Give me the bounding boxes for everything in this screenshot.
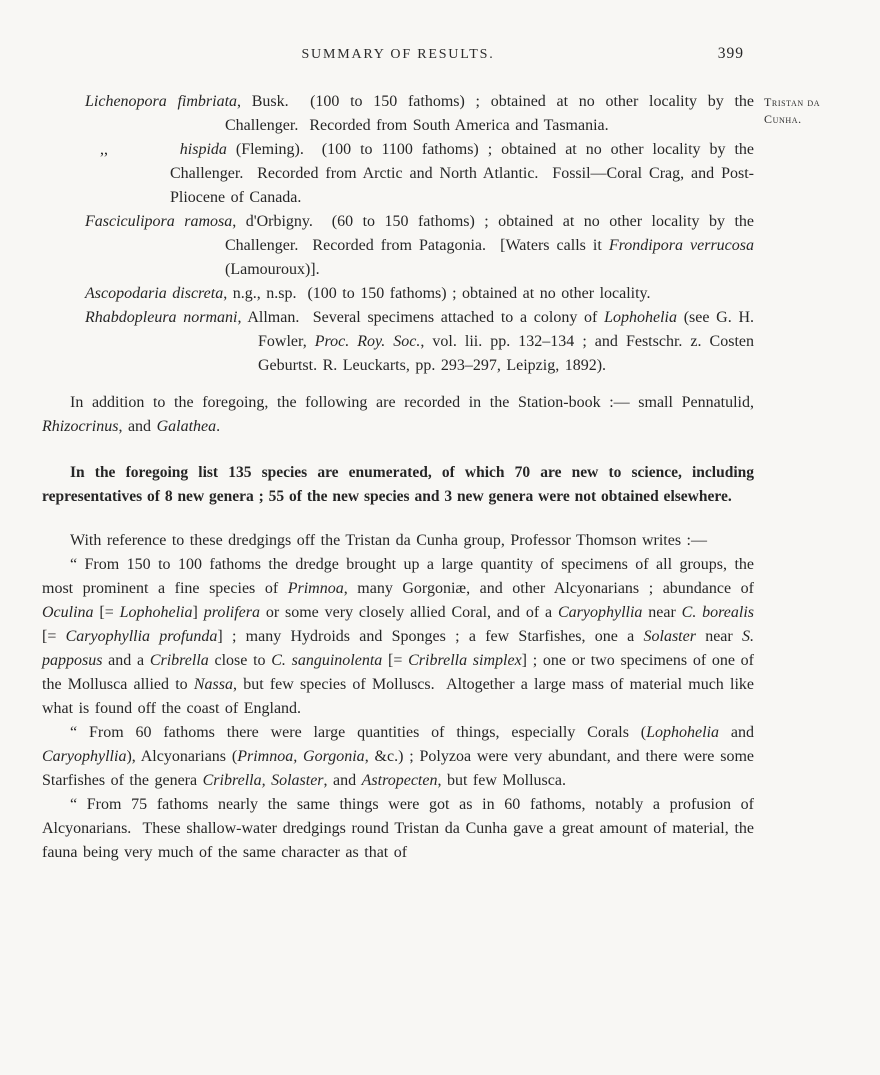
italic-text-segment: Lophohelia (646, 724, 720, 741)
text-segment: and a (102, 652, 150, 669)
text-segment: , Allman. Several specimens attached to a colony of (237, 309, 605, 326)
italic-text-segment: Caryophyllia profunda (65, 628, 218, 645)
species-entry-rhabdopleura-normani (85, 306, 754, 378)
running-title: SUMMARY OF RESULTS. (301, 47, 495, 62)
text-segment: With reference to these dredgings off the Tristan da Cunha group, Professor Thomson writes :— (70, 532, 707, 549)
text-segment: ] ; many Hydroids and Sponges ; a few Starfishes, one a (217, 628, 644, 645)
italic-text-segment: Fasciculipora ramosa (85, 213, 233, 230)
text-segment: , many Gorgoniæ, and other Alcyonarians ; abundance of (343, 580, 754, 597)
italic-text-segment: Primnoa (287, 580, 344, 597)
text-segment: near (695, 628, 742, 645)
italic-text-segment: Cribrella (149, 652, 209, 669)
species-entry-ascopodaria-discreta (85, 282, 754, 306)
species-list (85, 90, 754, 378)
margin-note-tristan-da-cunha (764, 94, 872, 128)
text-segment: In addition to the foregoing, the following are recorded in the Station-book :— small Pennatulid, (70, 394, 754, 411)
text-segment: “ From 150 to 100 fathoms the dredge brought up a large quantity of specimens of all groups, the most prominent a fine species of (42, 556, 754, 597)
page-header (42, 42, 754, 64)
italic-text-segment: Solaster (643, 628, 696, 645)
quote-paragraph-75-fathoms (42, 793, 754, 865)
text-segment: ] ; one or two specimens of one of the Mollusca allied to (42, 652, 755, 693)
text-segment: (see G. H. Fowler, (258, 309, 755, 350)
species-entry-lichenopora-fimbriata (85, 90, 754, 138)
text-segment: close to (208, 652, 272, 669)
italic-text-segment: Nassa (193, 676, 233, 693)
text-segment: or some very closely allied Coral, and of a (259, 604, 558, 621)
italic-text-segment: Lophohelia (604, 309, 677, 326)
text-segment: [= (93, 604, 120, 621)
species-entry-lichenopora-hispida (85, 138, 754, 210)
text-segment: (Lamouroux)]. (225, 261, 320, 278)
species-entry-fasciculipora-ramosa (85, 210, 754, 282)
italic-text-segment: Oculina (42, 604, 94, 621)
italic-text-segment: Cribrella, Solaster (202, 772, 324, 789)
text-segment: and (719, 724, 754, 741)
text-segment: , and (323, 772, 362, 789)
italic-text-segment: Frondipora verrucosa (608, 237, 755, 254)
italic-text-segment: Caryophyllia (557, 604, 643, 621)
italic-text-segment: Lophohelia (119, 604, 193, 621)
text-segment: In the foregoing list 135 species are enumerated, of which 70 are new to science, including representatives of 8 new genera ; 55 of the new species and 3 new genera were not obtained elsewhere. (42, 464, 754, 505)
italic-text-segment: Astropecten (361, 772, 438, 789)
paragraph-thomson-intro (42, 529, 754, 553)
page-content (42, 42, 754, 865)
text-segment: , and (118, 418, 157, 435)
quote-paragraph-60-fathoms (42, 721, 754, 793)
italic-text-segment: Galathea (156, 418, 217, 435)
italic-text-segment: C. sanguinolenta (271, 652, 383, 669)
italic-text-segment: S. papposus (42, 628, 754, 669)
text-segment: [= (42, 628, 66, 645)
text-segment: , &c.) ; Polyzoa were very abundant, and there were some Starfishes of the genera (42, 748, 755, 789)
italic-text-segment: Cribrella simplex (408, 652, 522, 669)
margin-note-line: Cunha. (764, 112, 802, 126)
italic-text-segment: prolifera (203, 604, 260, 621)
italic-text-segment: Lichenopora fimbriata (85, 93, 238, 110)
italic-text-segment: Proc. Roy. Soc. (314, 333, 421, 350)
quote-paragraph-150-to-100-fathoms (42, 553, 754, 721)
text-segment: “ From 75 fathoms nearly the same things were got as in 60 fathoms, notably a profusion of Alcyonarians. These shallow-water dredgings round Tristan da Cunha gave a great amount of material, the fauna being very much of the same character as that of (42, 796, 754, 861)
italic-text-segment: Primnoa, Gorgonia (237, 748, 365, 765)
italic-text-segment: Ascopodaria discreta (85, 285, 224, 302)
text-segment: , n.g., n.sp. (100 to 150 fathoms) ; obtained at no other locality. (223, 285, 651, 302)
text-segment: “ From 60 fathoms there were large quantities of things, especially Corals ( (70, 724, 647, 741)
paragraph-station-book (42, 391, 754, 439)
text-segment: , d'Orbigny. (60 to 150 fathoms) ; obtained at no other locality by the Challenger. Recorded from Patagonia. [Waters calls it (225, 213, 754, 254)
italic-text-segment: Rhizocrinus (42, 418, 119, 435)
italic-text-segment: hispida (179, 141, 227, 158)
paragraph-species-count-summary (42, 461, 754, 508)
italic-text-segment: Rhabdopleura normani (85, 309, 238, 326)
margin-note-line: Tristan da (764, 95, 821, 109)
italic-text-segment: Caryophyllia (42, 748, 127, 765)
text-segment: ), Alcyonarians ( (126, 748, 238, 765)
italic-text-segment: C. borealis (681, 604, 755, 621)
text-segment: , vol. lii. pp. 132–134 ; and Festschr. z. Costen Geburtst. R. Leuckarts, pp. 293–297, Leipzig, 1892). (258, 333, 754, 374)
text-segment: near (642, 604, 682, 621)
text-segment: ,, (100, 141, 180, 158)
text-segment: , but few species of Molluscs. Altogether a large mass of material much like what is found off the coast of England. (42, 676, 755, 717)
text-segment: [= (382, 652, 409, 669)
text-segment: (Fleming). (100 to 1100 fathoms) ; obtained at no other locality by the Challenger. Recorded from Arctic and North Atlantic. Fossil—Coral Crag, and Post-Pliocene of Canada. (170, 141, 755, 206)
text-segment: ] (192, 604, 204, 621)
text-segment: , but few Mollusca. (437, 772, 566, 789)
text-segment: . (216, 418, 221, 435)
text-segment: , Busk. (100 to 150 fathoms) ; obtained at no other locality by the Challenger. Recorded from South America and Tasmania. (225, 93, 754, 134)
page-number: 399 (717, 45, 744, 62)
